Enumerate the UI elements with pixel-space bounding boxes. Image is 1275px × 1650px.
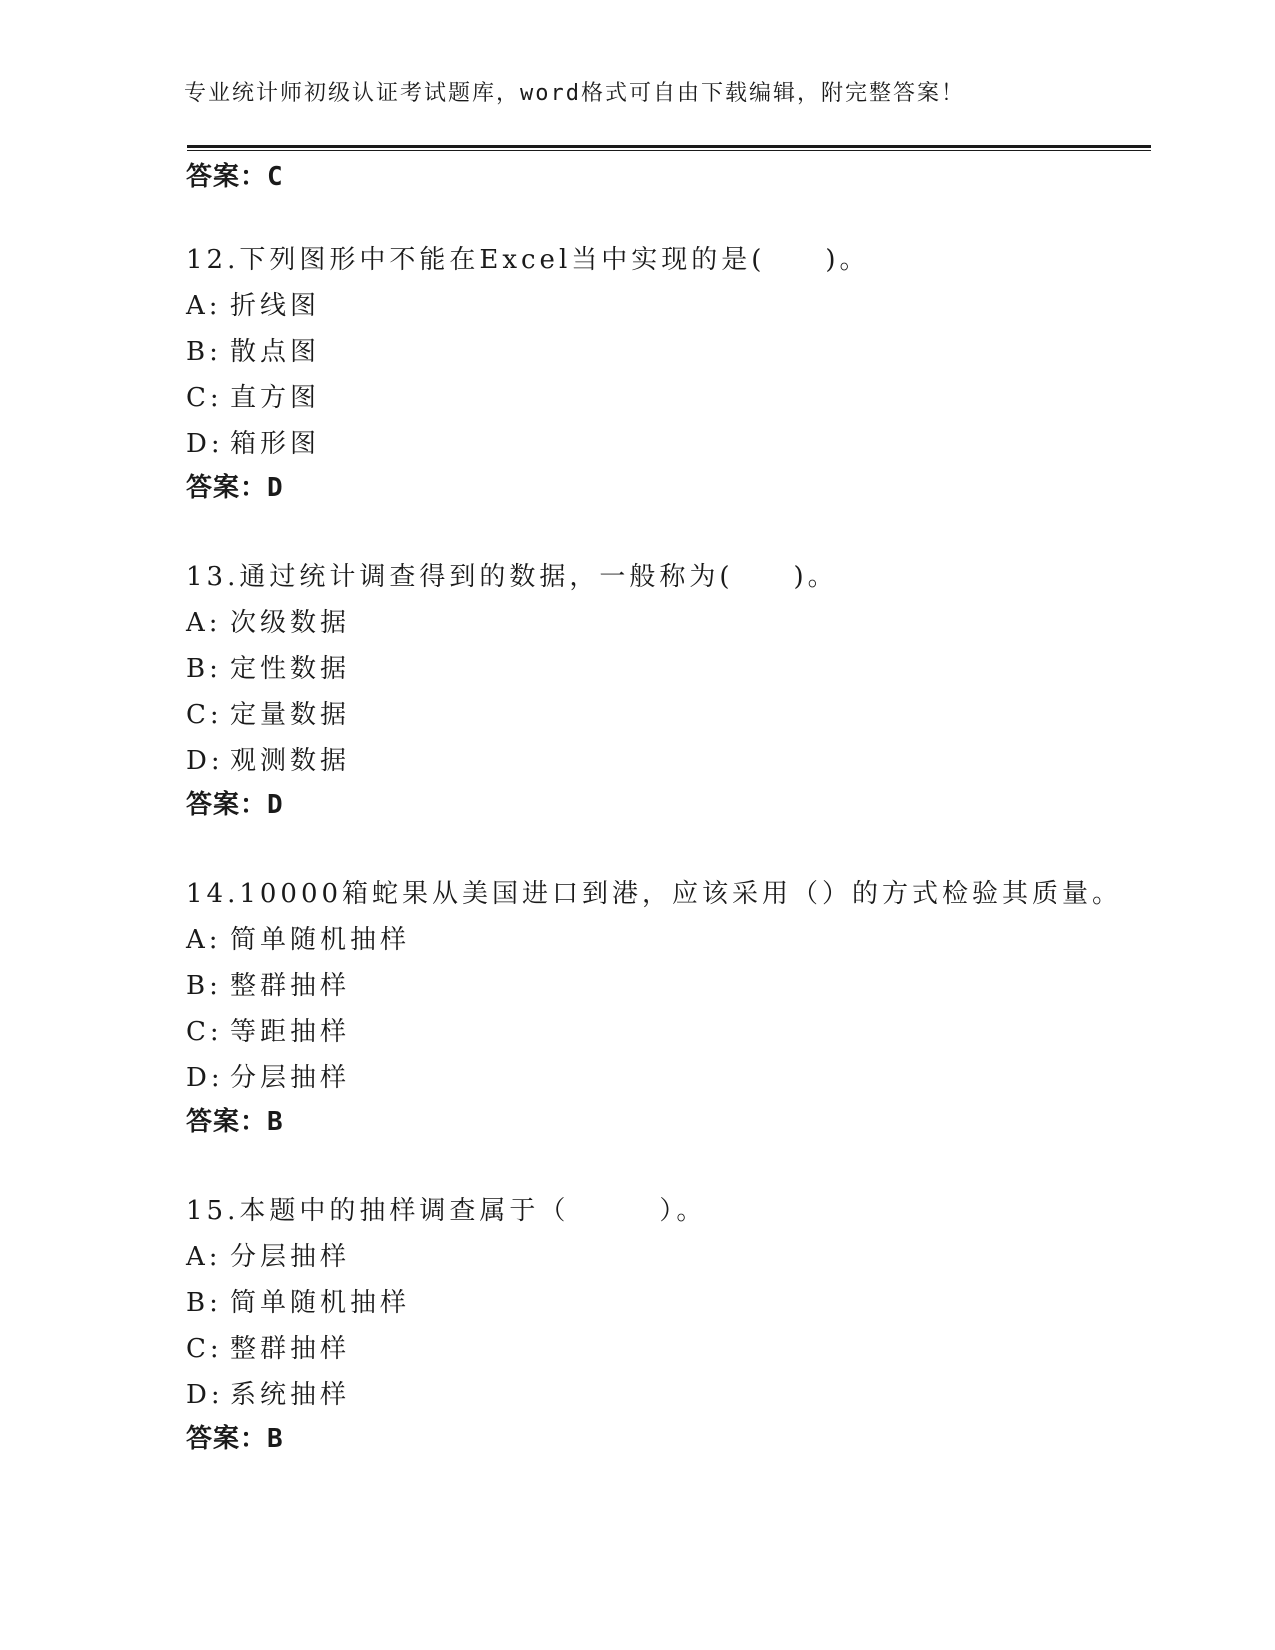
- option-text: 散点图: [230, 337, 321, 367]
- answer: 答案：B: [186, 1424, 284, 1454]
- answer: 答案：B: [186, 1107, 284, 1137]
- question-13: [186, 562, 838, 820]
- option-text: 折线图: [230, 291, 321, 321]
- option-b: [186, 971, 1122, 1001]
- option-a: [186, 925, 1122, 955]
- option-text: 观测数据: [230, 746, 351, 776]
- option-text: 分层抽样: [230, 1242, 351, 1272]
- option-text: 定性数据: [230, 654, 351, 684]
- option-label: D:: [186, 1063, 224, 1093]
- option-label: D:: [186, 746, 224, 776]
- option-b: [186, 1288, 706, 1318]
- option-c: [186, 1334, 706, 1364]
- option-text: 整群抽样: [230, 971, 351, 1001]
- option-b: [186, 654, 838, 684]
- option-text: 箱形图: [230, 429, 321, 459]
- option-text: 次级数据: [230, 608, 351, 638]
- question-14: [186, 879, 1122, 1137]
- option-label: D:: [186, 429, 224, 459]
- question-stem: 13.通过统计调查得到的数据，一般称为( )。: [186, 562, 838, 592]
- header-rule-thin: [187, 150, 1151, 151]
- question-12: [186, 245, 870, 503]
- option-d: [186, 1063, 1122, 1093]
- option-label: A:: [186, 291, 222, 321]
- option-text: 系统抽样: [230, 1380, 351, 1410]
- option-text: 直方图: [230, 383, 321, 413]
- option-c: [186, 700, 838, 730]
- option-label: A:: [186, 608, 222, 638]
- option-d: [186, 429, 870, 459]
- option-text: 等距抽样: [230, 1017, 351, 1047]
- option-label: C:: [186, 700, 223, 730]
- option-c: [186, 383, 870, 413]
- option-b: [186, 337, 870, 367]
- option-text: 定量数据: [230, 700, 351, 730]
- option-label: A:: [186, 925, 222, 955]
- option-label: B:: [186, 654, 222, 684]
- question-15: [186, 1196, 706, 1454]
- option-d: [186, 746, 838, 776]
- option-label: D:: [186, 1380, 224, 1410]
- header-rule-thick: [187, 145, 1151, 148]
- page-header-title: 专业统计师初级认证考试题库，word格式可自由下载编辑，附完整答案！: [184, 81, 965, 106]
- option-label: C:: [186, 1017, 223, 1047]
- option-label: B:: [186, 1288, 222, 1318]
- question-stem: 15.本题中的抽样调查属于（ ）。: [186, 1196, 707, 1226]
- option-label: A:: [186, 1242, 222, 1272]
- option-label: B:: [186, 971, 222, 1001]
- option-text: 整群抽样: [230, 1334, 351, 1364]
- option-text: 简单随机抽样: [230, 1288, 411, 1318]
- option-a: [186, 291, 870, 321]
- option-text: 分层抽样: [230, 1063, 351, 1093]
- answer: 答案：D: [186, 473, 284, 503]
- answer: 答案：D: [186, 790, 284, 820]
- option-c: [186, 1017, 1122, 1047]
- option-a: [186, 1242, 706, 1272]
- option-label: C:: [186, 1334, 223, 1364]
- question-stem: 12.下列图形中不能在Excel当中实现的是( )。: [186, 245, 870, 275]
- option-label: C:: [186, 383, 223, 413]
- option-text: 简单随机抽样: [230, 925, 411, 955]
- question-stem: 14.10000箱蛇果从美国进口到港，应该采用（）的方式检验其质量。: [186, 879, 1123, 909]
- option-d: [186, 1380, 706, 1410]
- answer-q11: 答案：C: [186, 162, 284, 192]
- option-label: B:: [186, 337, 222, 367]
- option-a: [186, 608, 838, 638]
